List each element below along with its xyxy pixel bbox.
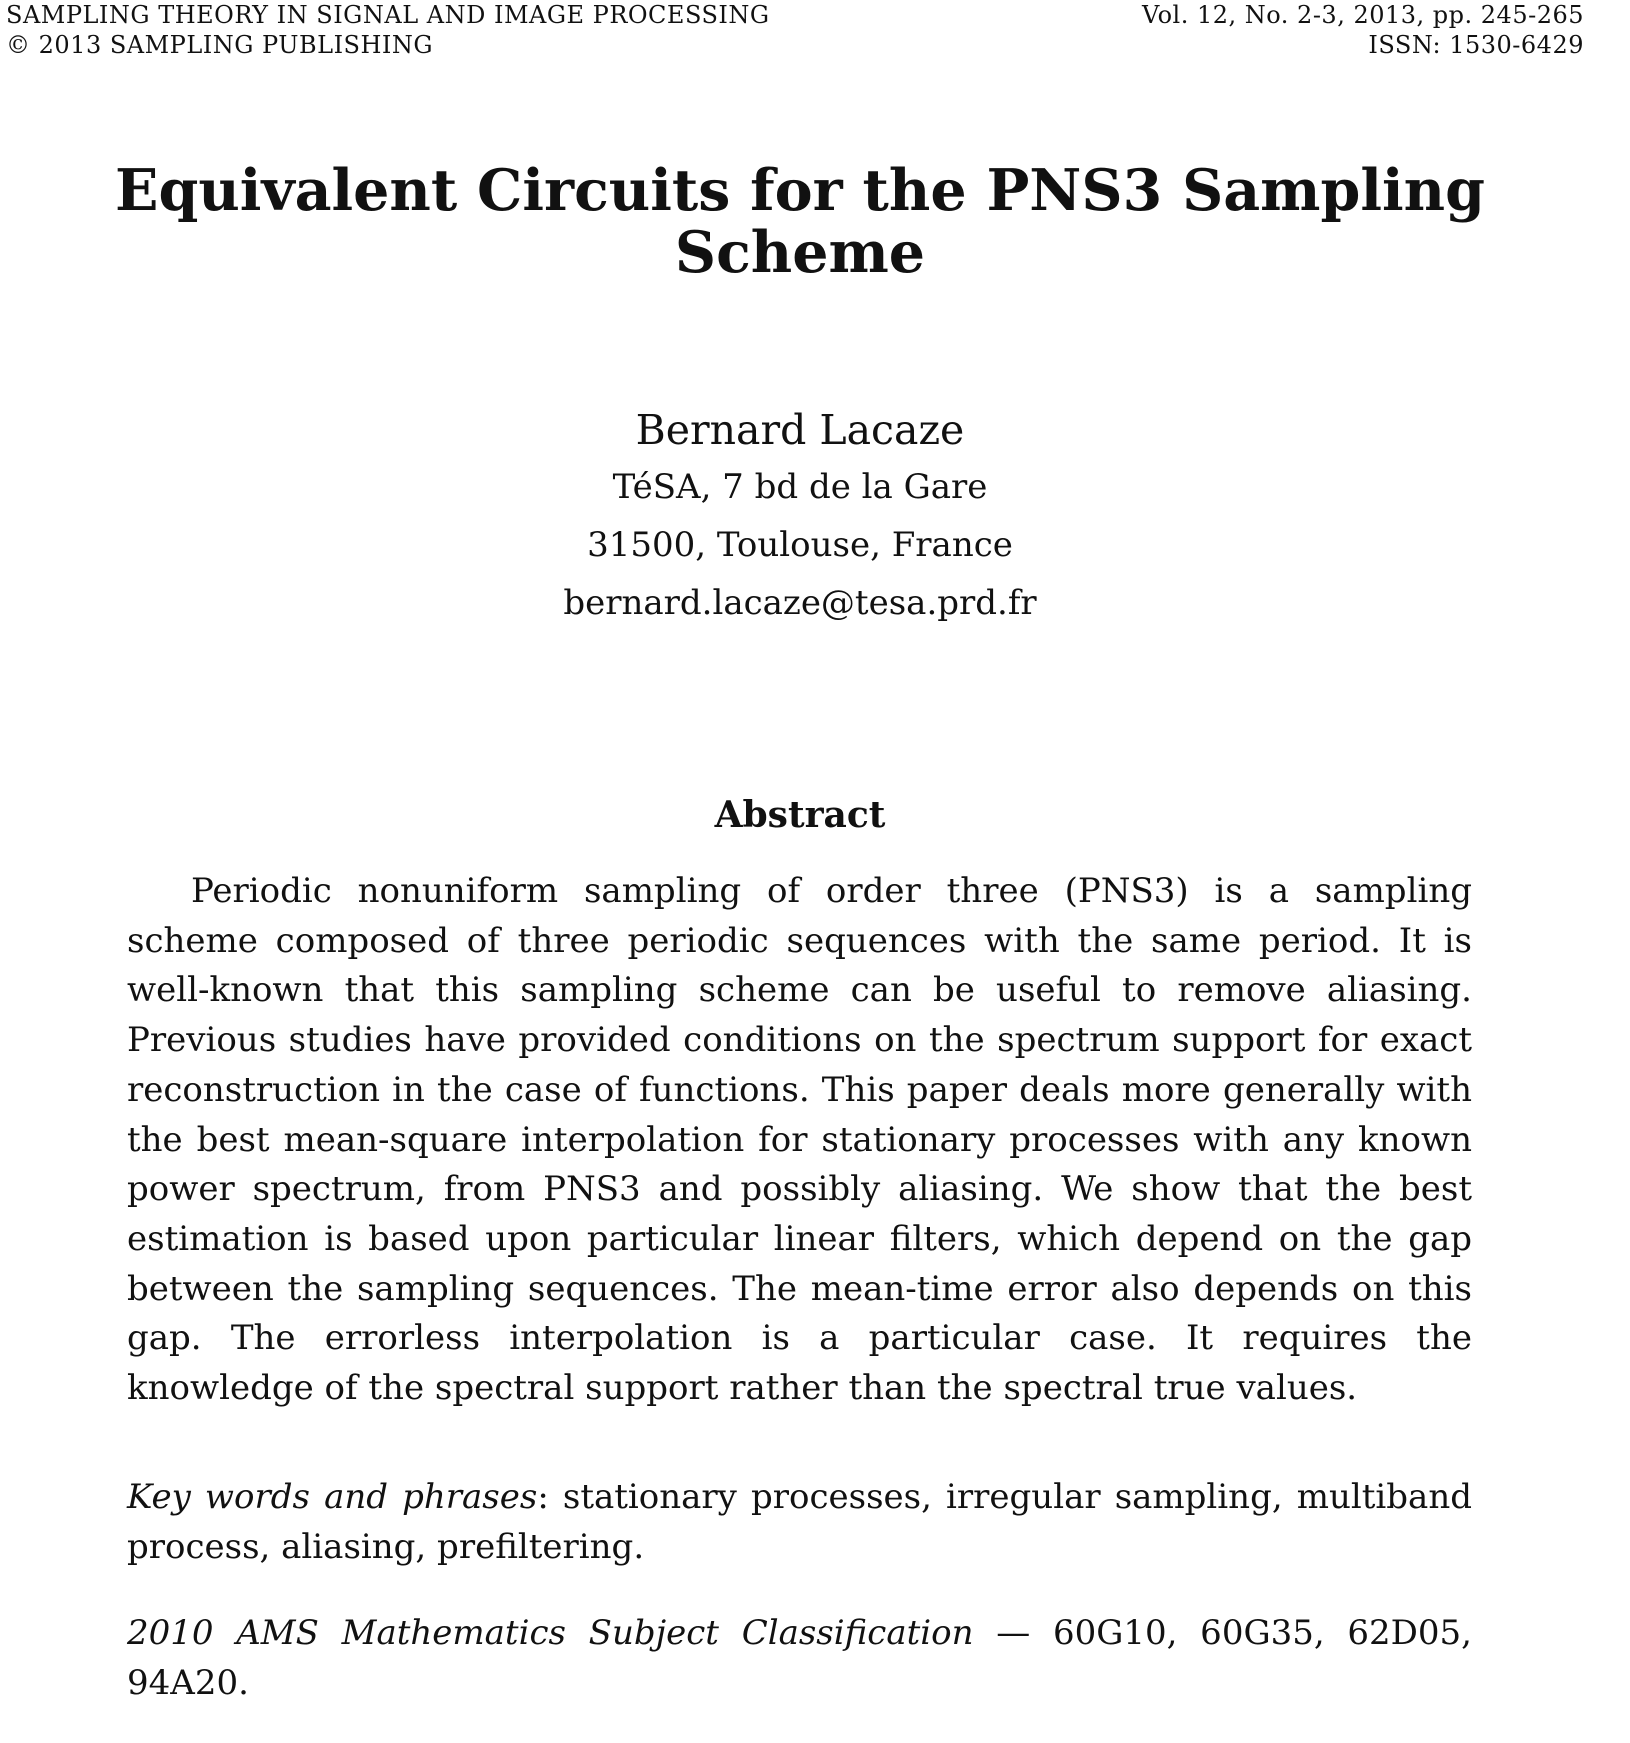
- keywords-paragraph: Key words and phrases: stationary processes, irregular sampling, multiband process, aliasing, prefiltering.: [127, 1477, 1472, 1567]
- keywords-label: Key words and phrases: [127, 1477, 538, 1517]
- abstract-text: Periodic nonuniform sampling of order three (PNS3) is a sampling scheme composed of three periodic sequences with the same period. It is well-known that this sampling scheme can be useful to remove aliasing. Previous studies have provided conditions on the spectrum support for exact reconstruction in the case of functions. This paper deals more generally with the best mean-square interpolation for stationary processes with any known power spectrum, from PNS3 and possibly aliasing. We show that the best estimation is based upon particular linear filters, which depend on the gap between the sampling sequences. The mean-time error also depends on this gap. The errorless interpolation is a particular case. It requires the knowledge of the spectral support rather than the spectral true values.: [127, 871, 1472, 1409]
- author-name: Bernard Lacaze: [635, 406, 965, 454]
- msc-paragraph: 2010 AMS Mathematics Subject Classification — 60G10, 60G35, 62D05, 94A20.: [127, 1613, 1472, 1703]
- author-block: [0, 402, 1600, 632]
- affiliation-line-1: TéSA, 7 bd de la Gare: [612, 467, 988, 507]
- paper-title: [0, 157, 1600, 286]
- title-block: [0, 157, 1600, 286]
- abstract-heading: Abstract: [714, 794, 886, 836]
- msc-label: 2010 AMS Mathematics Subject Classification: [127, 1613, 974, 1653]
- running-head: [6, 0, 1584, 60]
- journal-name: SAMPLING THEORY IN SIGNAL AND IMAGE PROCESSING: [6, 1, 770, 29]
- issn: ISSN: 1530-6429: [1368, 31, 1584, 59]
- msc-codes: 60G10, 60G35, 62D05, 94A20.: [127, 1613, 1472, 1703]
- running-head-row-2: [6, 30, 1584, 60]
- copyright-notice: © 2013 SAMPLING PUBLISHING: [6, 31, 434, 59]
- title-line-2: Scheme: [674, 219, 926, 286]
- affiliation-line-2: 31500, Toulouse, France: [587, 525, 1013, 565]
- running-head-row-1: [6, 0, 1584, 30]
- keywords-text: stationary processes, irregular sampling, multiband process, aliasing, prefiltering.: [127, 1477, 1472, 1567]
- volume-info: Vol. 12, No. 2-3, 2013, pp. 245-265: [1141, 1, 1584, 29]
- title-line-1: Equivalent Circuits for the PNS3 Sampling: [115, 157, 1485, 224]
- author-email: bernard.lacaze@tesa.prd.fr: [563, 583, 1037, 623]
